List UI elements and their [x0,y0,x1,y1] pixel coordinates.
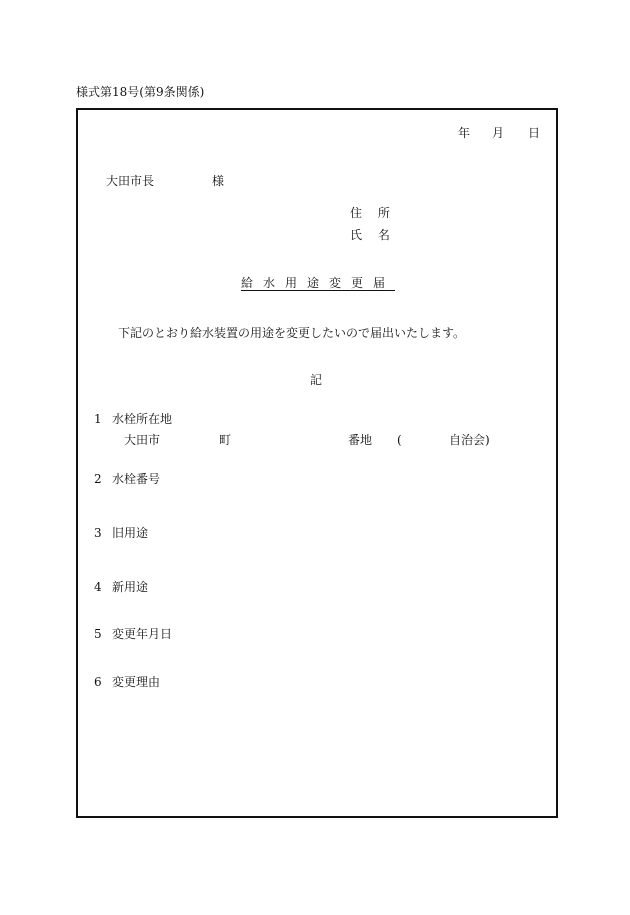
address-label: 住 所 [350,206,396,220]
name-label: 氏 名 [350,228,396,242]
item-1-number: 1 [94,412,102,426]
location-lot: 番地 [348,433,373,447]
item-5-number: 5 [94,627,102,641]
item-6-label: 変更理由 [112,675,161,689]
addressee-name: 大田市長 [106,174,155,188]
item-1-label: 水栓所在地 [112,412,173,426]
document-title: 給水用途変更届 [241,276,396,290]
item-6-number: 6 [94,675,102,689]
location-association: 自治会) [449,433,490,447]
addressee-honorific: 様 [212,174,225,188]
ki-label: 記 [310,373,323,387]
location-city: 大田市 [124,433,161,447]
item-2-label: 水栓番号 [112,472,161,486]
location-paren-open: ( [397,433,402,447]
item-2-number: 2 [94,472,102,486]
item-3-number: 3 [94,526,102,540]
date-day: 日 [528,126,541,140]
item-4-label: 新用途 [112,580,149,594]
date-year: 年 [458,126,471,140]
date-month: 月 [492,126,505,140]
item-5-label: 変更年月日 [112,627,173,641]
item-3-label: 旧用途 [112,526,149,540]
item-4-number: 4 [94,580,102,594]
form-frame [76,108,558,818]
location-town: 町 [219,433,232,447]
form-number: 様式第18号(第9条関係) [76,85,205,99]
body-text: 下記のとおり給水装置の用途を変更したいので届出いたします。 [118,326,466,340]
